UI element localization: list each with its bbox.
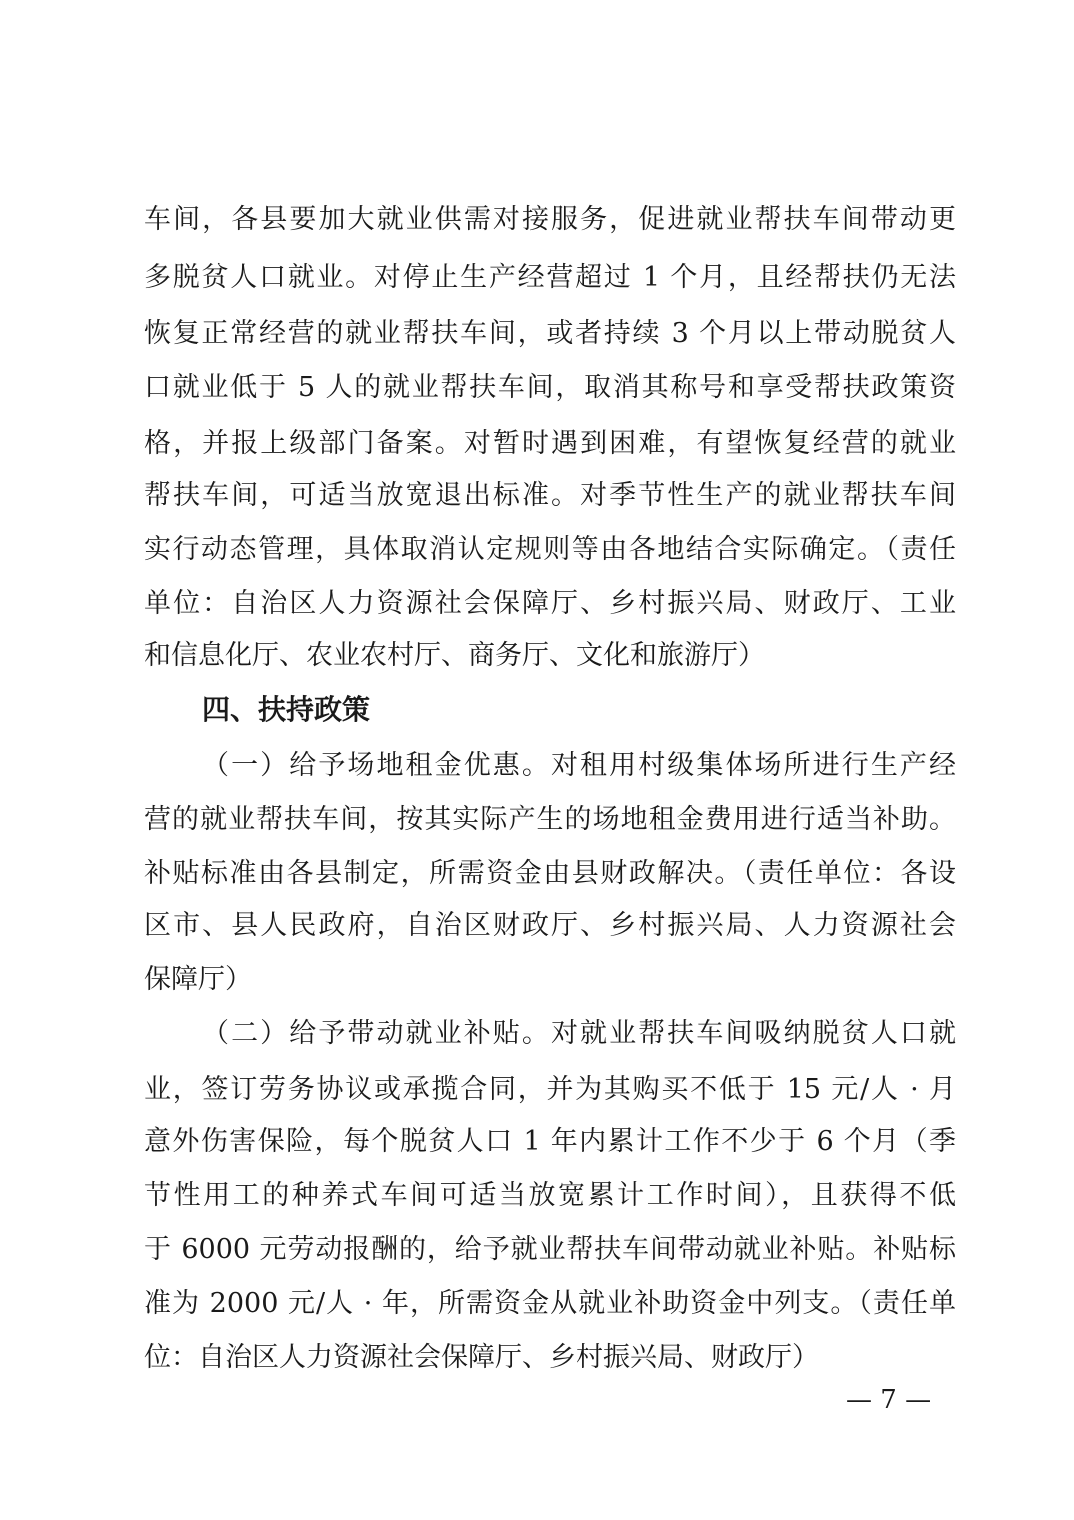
- body-line-12: 营的就业帮扶车间，按其实际产生的场地租金费用进行适当补助。: [144, 804, 956, 835]
- body-line-21: 准为 2000 元/人 · 年，所需资金从就业补助资金中列支。（责任单: [144, 1288, 956, 1319]
- body-line-1: 车间，各县要加大就业供需对接服务，促进就业帮扶车间带动更: [144, 204, 956, 235]
- body-line-4: 口就业低于 5 人的就业帮扶车间，取消其称号和享受帮扶政策资: [144, 372, 956, 403]
- body-line-14: 区市、县人民政府，自治区财政厅、乡村振兴局、人力资源社会: [144, 910, 956, 941]
- body-line-16: （二）给予带动就业补贴。对就业帮扶车间吸纳脱贫人口就: [202, 1018, 956, 1049]
- body-line-13: 补贴标准由各县制定，所需资金由县财政解决。（责任单位：各设: [144, 858, 956, 889]
- body-line-7: 实行动态管理，具体取消认定规则等由各地结合实际确定。（责任: [144, 534, 956, 565]
- body-line-3: 恢复正常经营的就业帮扶车间，或者持续 3 个月以上带动脱贫人: [144, 318, 956, 349]
- body-line-6: 帮扶车间，可适当放宽退出标准。对季节性生产的就业帮扶车间: [144, 480, 956, 511]
- body-line-8: 单位：自治区人力资源社会保障厅、乡村振兴局、财政厅、工业: [144, 588, 956, 619]
- body-line-22: 位：自治区人力资源社会保障厅、乡村振兴局、财政厅）: [144, 1342, 819, 1373]
- body-line-9: 和信息化厅、农业农村厅、商务厅、文化和旅游厅）: [144, 640, 765, 671]
- body-line-15: 保障厅）: [144, 964, 252, 995]
- body-line-11: （一）给予场地租金优惠。对租用村级集体场所进行生产经: [202, 750, 956, 781]
- body-line-17: 业，签订劳务协议或承揽合同，并为其购买不低于 15 元/人 · 月: [144, 1074, 956, 1105]
- body-line-18: 意外伤害保险，每个脱贫人口 1 年内累计工作不少于 6 个月（季: [144, 1126, 956, 1157]
- page-number: — 7 —: [846, 1385, 932, 1415]
- section-heading: 四、扶持政策: [202, 693, 371, 726]
- body-line-19: 节性用工的种养式车间可适当放宽累计工作时间），且获得不低: [144, 1180, 956, 1211]
- body-line-20: 于 6000 元劳动报酬的，给予就业帮扶车间带动就业补贴。补贴标: [144, 1234, 956, 1265]
- body-line-5: 格，并报上级部门备案。对暂时遇到困难，有望恢复经营的就业: [144, 428, 956, 459]
- body-line-2: 多脱贫人口就业。对停止生产经营超过 1 个月，且经帮扶仍无法: [144, 262, 956, 293]
